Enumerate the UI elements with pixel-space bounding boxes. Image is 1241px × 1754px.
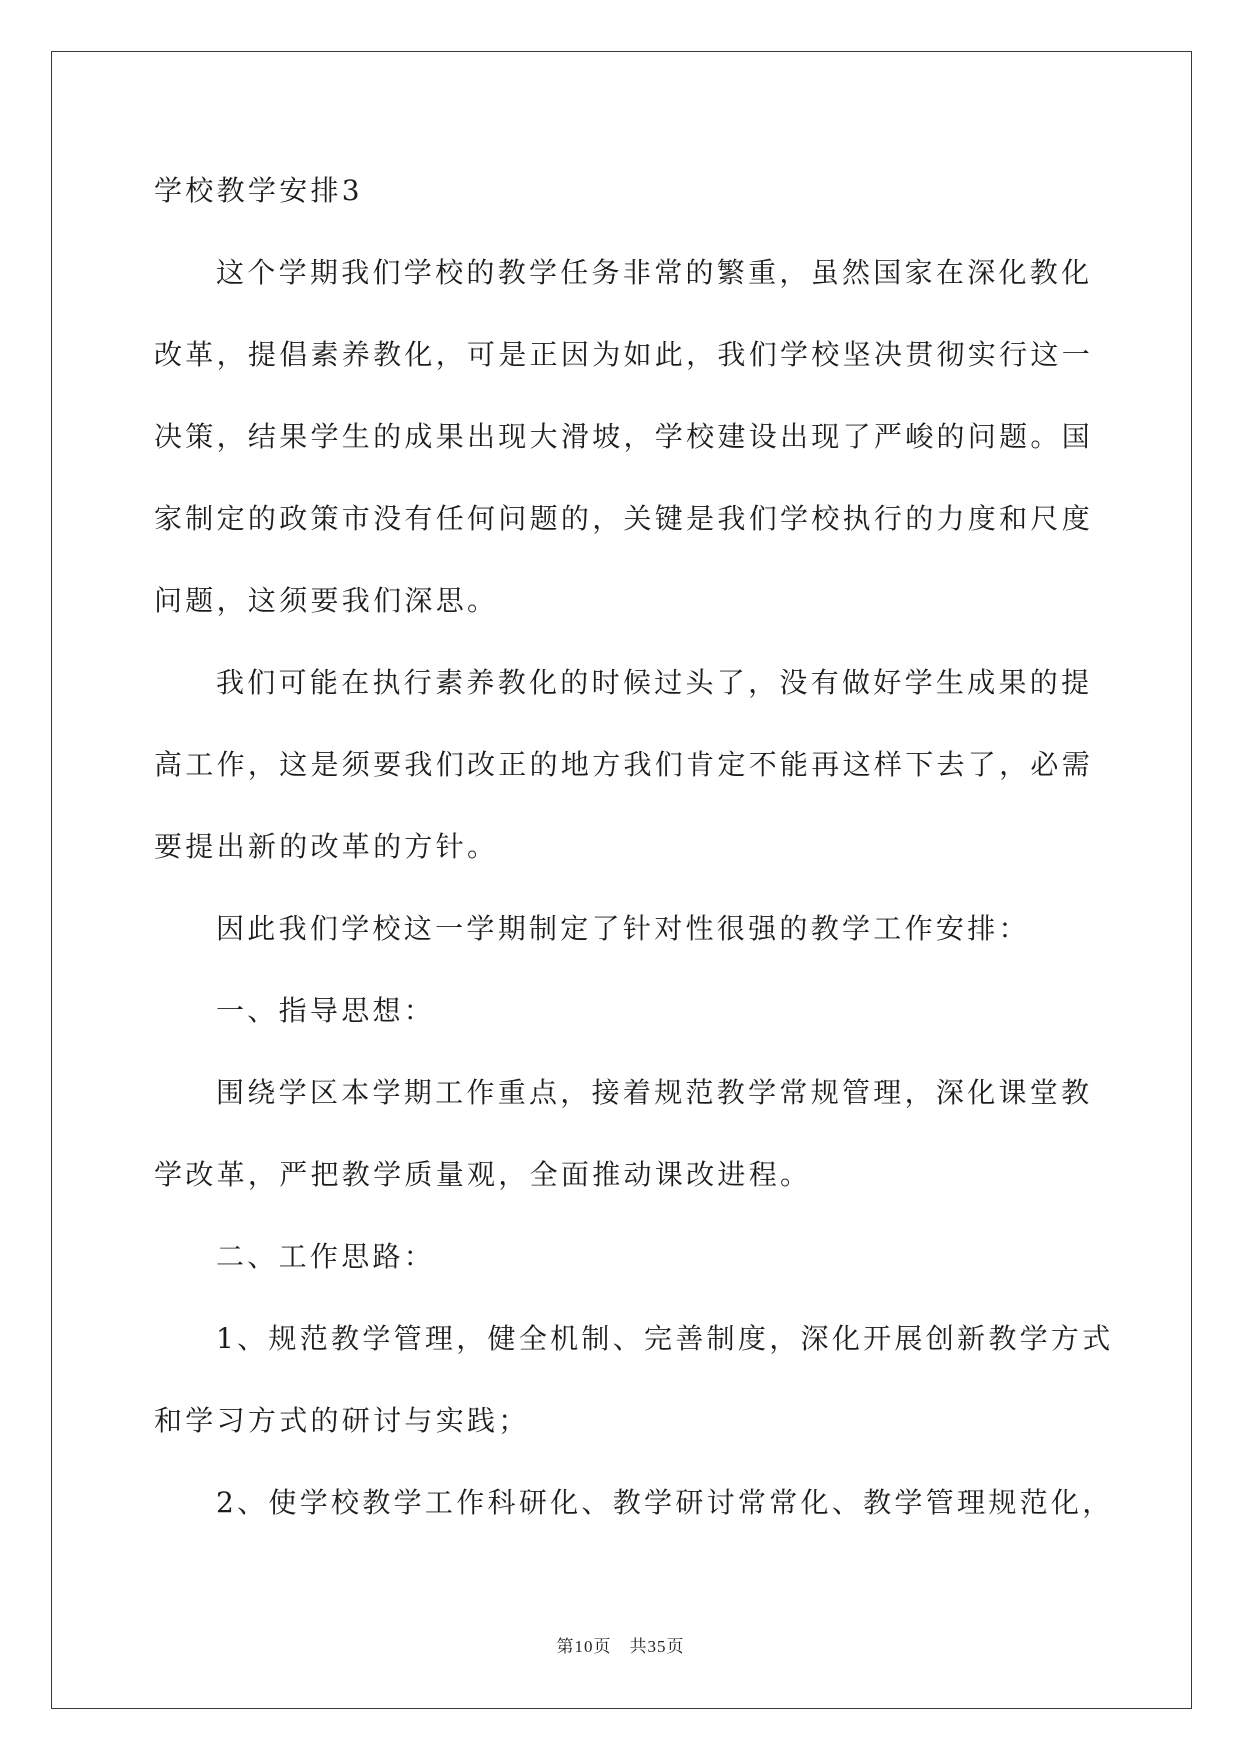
section-heading xyxy=(154,1216,1154,1298)
section-heading-line: 二、工作思路： xyxy=(216,1240,436,1273)
list-item-line: 1、规范教学管理，健全机制、完善制度，深化开展创新教学方式 xyxy=(216,1322,1114,1355)
document-title: 学校教学安排3 xyxy=(154,174,363,207)
paragraph-line: 围绕学区本学期工作重点，接着规范教学常规管理，深化课堂教 xyxy=(216,1076,1093,1109)
section-heading xyxy=(154,970,1154,1052)
paragraph-line: 我们可能在执行素养教化的时候过头了，没有做好学生成果的提 xyxy=(216,666,1093,699)
paragraph-line: 因此我们学校这一学期制定了针对性很强的教学工作安排： xyxy=(216,912,1030,945)
list-item-line: 2、使学校教学工作科研化、教学研讨常常化、教学管理规范化， xyxy=(216,1486,1114,1519)
paragraph-line: 学改革，严把教学质量观，全面推动课改进程。 xyxy=(154,1158,812,1191)
paragraph-line: 家制定的政策市没有任何问题的，关键是我们学校执行的力度和尺度 xyxy=(154,502,1094,535)
paragraph-line: 决策，结果学生的成果出现大滑坡，学校建设出现了严峻的问题。国 xyxy=(154,420,1094,453)
paragraph xyxy=(154,642,1154,888)
paragraph-line: 要提出新的改革的方针。 xyxy=(154,830,499,863)
paragraph xyxy=(154,888,1154,970)
page-number-footer: 第10页 共35页 xyxy=(556,1637,685,1656)
document-body xyxy=(154,150,1154,1544)
list-item xyxy=(154,1298,1154,1462)
list-item-line: 和学习方式的研讨与实践； xyxy=(154,1404,530,1437)
paragraph xyxy=(154,1052,1154,1216)
paragraph-line: 问题，这须要我们深思。 xyxy=(154,584,499,617)
paragraph-line: 改革，提倡素养教化，可是正因为如此，我们学校坚决贯彻实行这一 xyxy=(154,338,1094,371)
section-heading-line: 一、指导思想： xyxy=(216,994,436,1027)
paragraph xyxy=(154,232,1154,642)
paragraph-line: 这个学期我们学校的教学任务非常的繁重，虽然国家在深化教化 xyxy=(216,256,1093,289)
paragraph-line: 高工作，这是须要我们改正的地方我们肯定不能再这样下去了，必需 xyxy=(154,748,1094,781)
list-item xyxy=(154,1462,1154,1544)
